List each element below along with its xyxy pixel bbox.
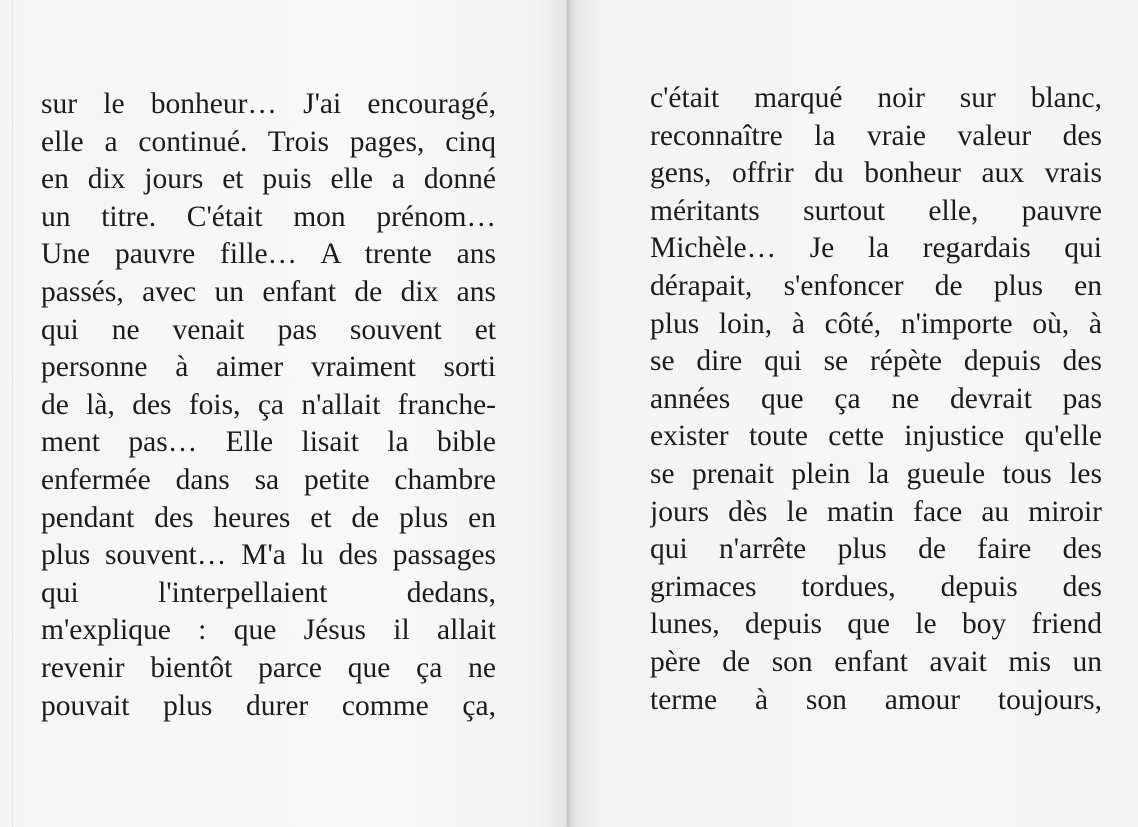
text-line: reconnaître la vraie valeur des [650,119,1102,152]
text-line: passés, avec un enfant de dix ans [41,275,496,308]
text-line: lunes, depuis que le boy friend [650,608,1102,641]
text-line: ment pas… Elle lisait la bible [41,426,496,459]
text-line: de là, des fois, ça n'allait franche- [41,388,496,421]
text-line: père de son enfant avait mis un [650,645,1102,678]
text-line: dérapait, s'enfoncer de plus en [650,269,1102,302]
text-line: terme à son amour toujours, [650,683,1102,716]
text-line: revenir bientôt parce que ça ne [41,651,496,684]
text-line: se dire qui se répète depuis des [650,345,1102,378]
text-line: plus loin, à côté, n'importe où, à [650,307,1102,340]
text-line: c'était marqué noir sur blanc, [650,82,1102,114]
text-line: pouvait plus durer comme ça, [41,689,496,722]
text-line: gens, offrir du bonheur aux vrais [650,157,1102,190]
text-line: un titre. C'était mon prénom… [41,200,496,233]
text-line: en dix jours et puis elle a donné [41,163,496,196]
text-line: grimaces tordues, depuis des [650,570,1102,603]
text-line: Une pauvre fille… A trente ans [41,238,496,271]
text-line: qui n'arrête plus de faire des [650,533,1102,566]
text-line: plus souvent… M'a lu des passages [41,539,496,572]
text-line: pendant des heures et de plus en [41,501,496,534]
text-line: Michèle… Je la regardais qui [650,232,1102,265]
right-page [571,0,1138,827]
text-line: exister toute cette injustice qu'elle [650,420,1102,453]
text-line: sur le bonheur… J'ai encouragé, [41,88,496,120]
book-gutter [566,0,570,827]
text-line: qui ne venait pas souvent et [41,313,496,346]
text-line: elle a continué. Trois pages, cinq [41,125,496,158]
text-line: se prenait plein la gueule tous les [650,457,1102,490]
text-line: années que ça ne devrait pas [650,382,1102,415]
text-line: m'explique : que Jésus il allait [41,614,496,647]
text-line: jours dès le matin face au miroir [650,495,1102,528]
text-line: enfermée dans sa petite chambre [41,463,496,496]
text-line: qui l'interpellaient dedans, [41,576,496,609]
text-line: personne à aimer vraiment sorti [41,351,496,384]
text-line: méritants surtout elle, pauvre [650,194,1102,227]
left-page-text [41,86,496,725]
right-page-text [650,80,1102,719]
